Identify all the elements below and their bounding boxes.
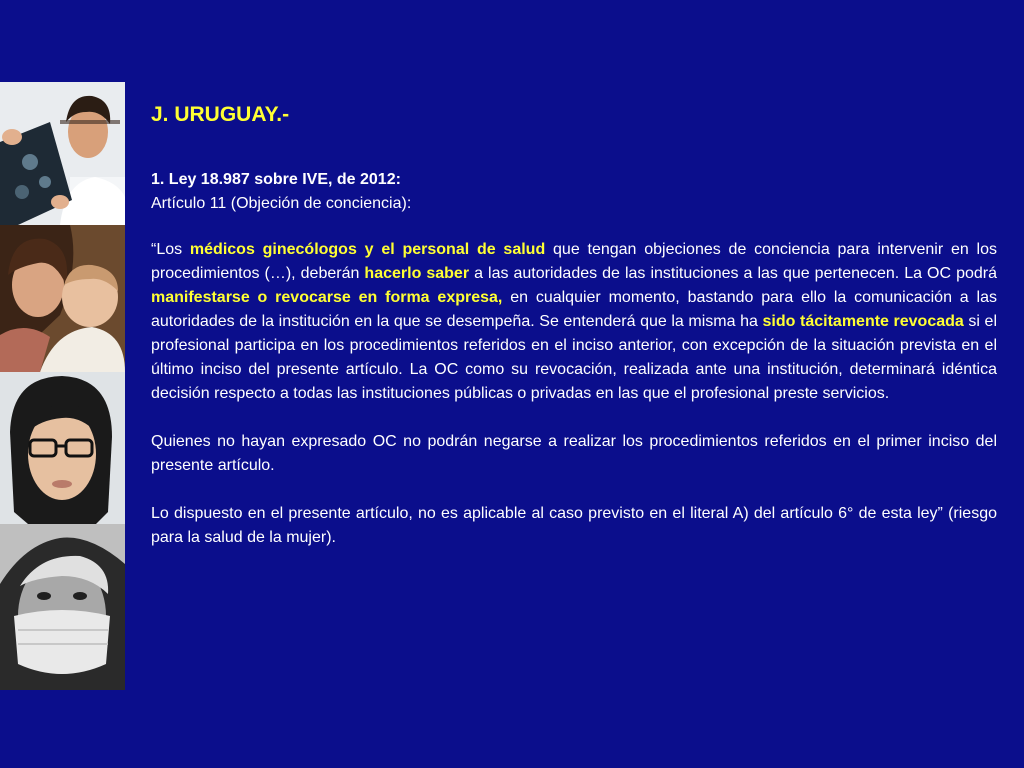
mother-and-baby-photo: [0, 225, 125, 372]
third-paragraph: Lo dispuesto en el presente artículo, no es aplicable al caso previsto en el literal A) del artículo 6° de esta ley” (riesgo para la salud de la mujer).: [151, 505, 997, 546]
highlight-text: sido tácitamente revocada: [762, 313, 964, 330]
doctor-with-xray-photo: [0, 82, 125, 225]
highlight-text: médicos ginecólogos y el personal de salud: [189, 241, 546, 258]
slide-content: [151, 100, 997, 550]
quote-text: si el profesional participa en los procedimientos referidos en el inciso anterior, con excepción de la situación prevista en el último inciso del presente artículo. La OC como su revocación, realizada ante una institución, determinará idéntica decisión respecto a todas las instituciones públicas o privadas en las que el profesional preste servicios.: [151, 313, 998, 402]
law-reference: 1. Ley 18.987 sobre IVE, de 2012:: [151, 171, 401, 188]
woman-with-glasses-photo: [0, 372, 125, 524]
quote-text: en cualquier momento, bastando para ello la comunicación a las autoridades de la institución en la que se desempeña. Se entenderá que la misma ha: [151, 289, 997, 330]
photo-strip: [0, 82, 125, 690]
law-quote-paragraph: [151, 238, 997, 406]
article-reference: Artículo 11 (Objeción de conciencia):: [151, 195, 412, 212]
highlight-text: hacerlo saber: [364, 265, 470, 282]
slide-title: J. URUGUAY.-: [151, 103, 290, 126]
quote-text: que tengan objeciones de conciencia para intervenir en los procedimientos (…), deberán: [151, 241, 997, 282]
highlight-text: manifestarse o revocarse en forma expresa,: [151, 289, 503, 306]
masked-health-worker-photo: [0, 524, 125, 690]
quote-text: a las autoridades de las instituciones a las que pertenecen. La OC podrá: [469, 265, 998, 282]
second-paragraph: Quienes no hayan expresado OC no podrán negarse a realizar los procedimientos referidos en el primer inciso del presente artículo.: [151, 433, 997, 474]
quote-text: “Los: [151, 241, 190, 258]
